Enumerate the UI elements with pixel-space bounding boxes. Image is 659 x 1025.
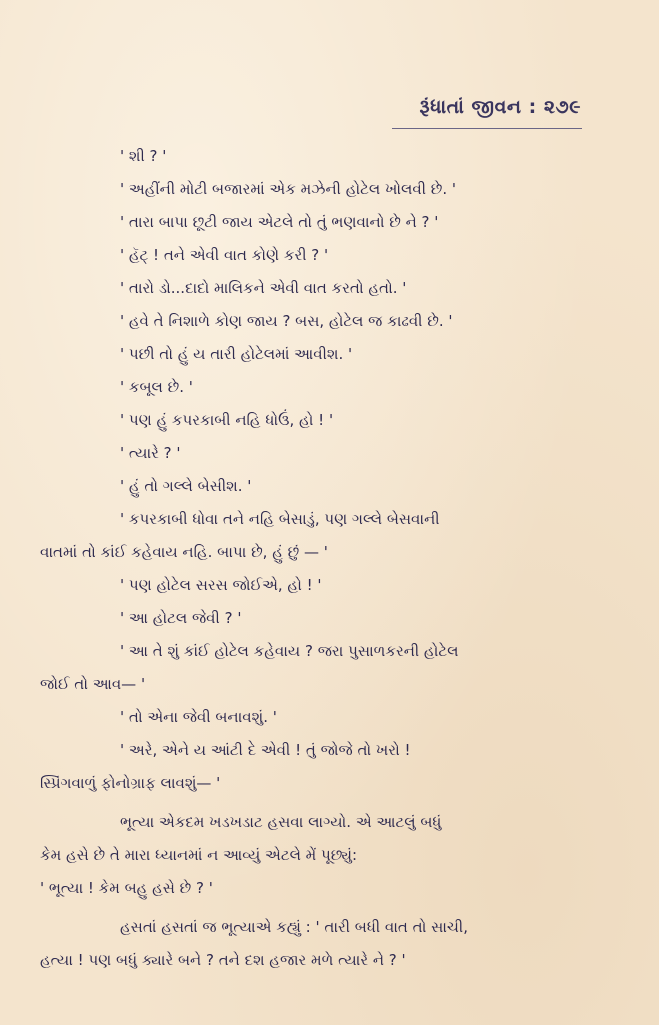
- text-line: ' કબૂલ છે. ': [120, 378, 193, 396]
- text-line: ' તારો ડો...દાદો માલિકને એવી વાત કરતો હતો. ': [120, 279, 407, 297]
- running-head: રૂંધાતાં જીવન : ૨૭૯: [419, 96, 581, 118]
- text-line: હત્યા ! પણ બધું ક્યારે બને ? તને દશ હજાર મળે ત્યારે ને ? ': [40, 951, 406, 969]
- body-text: [40, 140, 586, 977]
- text-line: ' તો એના જેવી બનાવશું. ': [120, 708, 277, 726]
- text-line: ' પછી તો હું ય તારી હોટેલમાં આવીશ. ': [120, 345, 353, 363]
- text-line: ' પણ હું કપરકાબી નહિ ધોઉં, હો ! ': [120, 411, 334, 429]
- text-line: ભૂત્યા એકદમ ખડખડાટ હસવા લાગ્યો. એ આટલું બધું: [120, 813, 442, 831]
- text-line: ' શી ? ': [120, 147, 167, 165]
- text-line: ' આ હોટલ જેવી ? ': [120, 609, 242, 627]
- text-line: ' આ તે શું કાંઈ હોટેલ કહેવાય ? જરા પુસાળકરની હોટેલ: [120, 642, 459, 660]
- text-line: ' પણ હોટેલ સરસ જોઈએ, હો ! ': [120, 576, 322, 594]
- text-line: ' અહીંની મોટી બજારમાં એક મઝેની હોટેલ ખોલવી છે. ': [120, 180, 457, 198]
- running-head-rule: [392, 128, 582, 129]
- text-line: વાતમાં તો કાંઈ કહેવાય નહિ. બાપા છે, હું છું — ': [40, 543, 328, 561]
- text-line: ' કપરકાબી ધોવા તને નહિ બેસાડું, પણ ગલ્લે બેસવાની: [120, 510, 440, 528]
- text-line: હસતાં હસતાં જ ભૂત્યાએ કહ્યું : ' તારી બધી વાત તો સાચી,: [120, 918, 468, 936]
- text-line: ' અરે, એને ય આંટી દે એવી ! તું જોજે તો ખરો !: [120, 741, 411, 759]
- text-line: કેમ હસે છે તે મારા ધ્યાનમાં ન આવ્યું એટલે મેં પૂછ્યું:: [40, 846, 358, 864]
- text-line: જોઈ તો આવ— ': [40, 675, 146, 693]
- text-line: ' હૅટ્ ! તને એવી વાત કોણે કરી ? ': [120, 246, 329, 264]
- text-line: સ્પ્રિંગવાળું ફોનોગ્રાફ લાવશું— ': [40, 774, 221, 792]
- text-line: ' હવે તે નિશાળે કોણ જાય ? બસ, હોટેલ જ કાઢવી છે. ': [120, 312, 453, 330]
- text-line: ' તારા બાપા છૂટી જાય એટલે તો તું ભણવાનો છે ને ? ': [120, 213, 439, 231]
- text-line: ' ભૂત્યા ! કેમ બહુ હસે છે ? ': [40, 879, 213, 897]
- text-line: ' ત્યારે ? ': [120, 444, 181, 462]
- text-line: ' હું તો ગલ્લે બેસીશ. ': [120, 477, 252, 495]
